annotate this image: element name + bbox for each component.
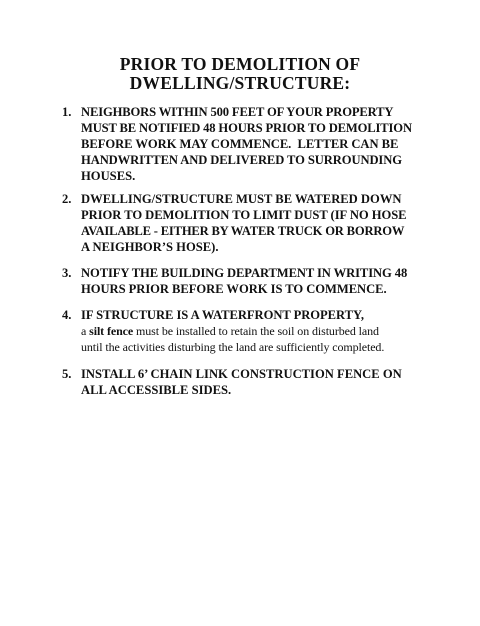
list-item-heading: IF STRUCTURE IS A WATERFRONT PROPERTY, <box>81 308 364 322</box>
list-item-3 <box>62 265 472 297</box>
list-item-line: HANDWRITTEN AND DELIVERED TO SURROUNDING <box>81 153 402 167</box>
list-item-line: INSTALL 6’ CHAIN LINK CONSTRUCTION FENCE ON <box>81 367 402 381</box>
list-item-4 <box>62 307 472 355</box>
list-item-line: NOTIFY THE BUILDING DEPARTMENT IN WRITING 48 <box>81 266 408 280</box>
list-item-line-prefix: a <box>81 324 90 338</box>
list-item-line: ALL ACCESSIBLE SIDES. <box>81 383 232 397</box>
silt-fence-term: silt fence <box>89 324 134 338</box>
list-item-line: NEIGHBORS WITHIN 500 FEET OF YOUR PROPERTY <box>81 105 394 119</box>
list-item-text <box>81 366 472 398</box>
list-item-line: AVAILABLE - EITHER BY WATER TRUCK OR BORROW <box>81 224 405 238</box>
list-item-text <box>81 307 472 355</box>
list-item-number: 1. <box>62 105 72 119</box>
list-item-number: 5. <box>62 367 72 381</box>
list-item-text <box>81 104 472 184</box>
document-title-line-2: DWELLING/STRUCTURE: <box>129 73 351 93</box>
list-item-line: DWELLING/STRUCTURE MUST BE WATERED DOWN <box>81 192 402 206</box>
list-item-line: BEFORE WORK MAY COMMENCE. LETTER CAN BE <box>81 137 399 151</box>
list-item-line: A NEIGHBOR’S HOSE). <box>81 240 219 254</box>
list-item-5 <box>62 366 472 398</box>
list-item-number: 4. <box>62 308 72 322</box>
list-item-number: 2. <box>62 192 72 206</box>
list-item-line-rest: must be installed to retain the soil on disturbed land <box>133 324 379 338</box>
list-item-text <box>81 191 472 255</box>
document-title-line-1: PRIOR TO DEMOLITION OF <box>119 54 361 74</box>
list-item-2 <box>62 191 472 255</box>
list-item-line: until the activities disturbing the land are sufficiently completed. <box>81 340 385 354</box>
list-item-line: PRIOR TO DEMOLITION TO LIMIT DUST (IF NO HOSE <box>81 208 407 222</box>
list-item-line: MUST BE NOTIFIED 48 HOURS PRIOR TO DEMOLITION <box>81 121 412 135</box>
list-item-1 <box>62 104 472 184</box>
list-item-number: 3. <box>62 266 72 280</box>
list-item-text <box>81 265 472 297</box>
list-item-line <box>81 323 472 339</box>
list-item-line: HOUSES. <box>81 169 136 183</box>
list-item-line: HOURS PRIOR BEFORE WORK IS TO COMMENCE. <box>81 282 387 296</box>
